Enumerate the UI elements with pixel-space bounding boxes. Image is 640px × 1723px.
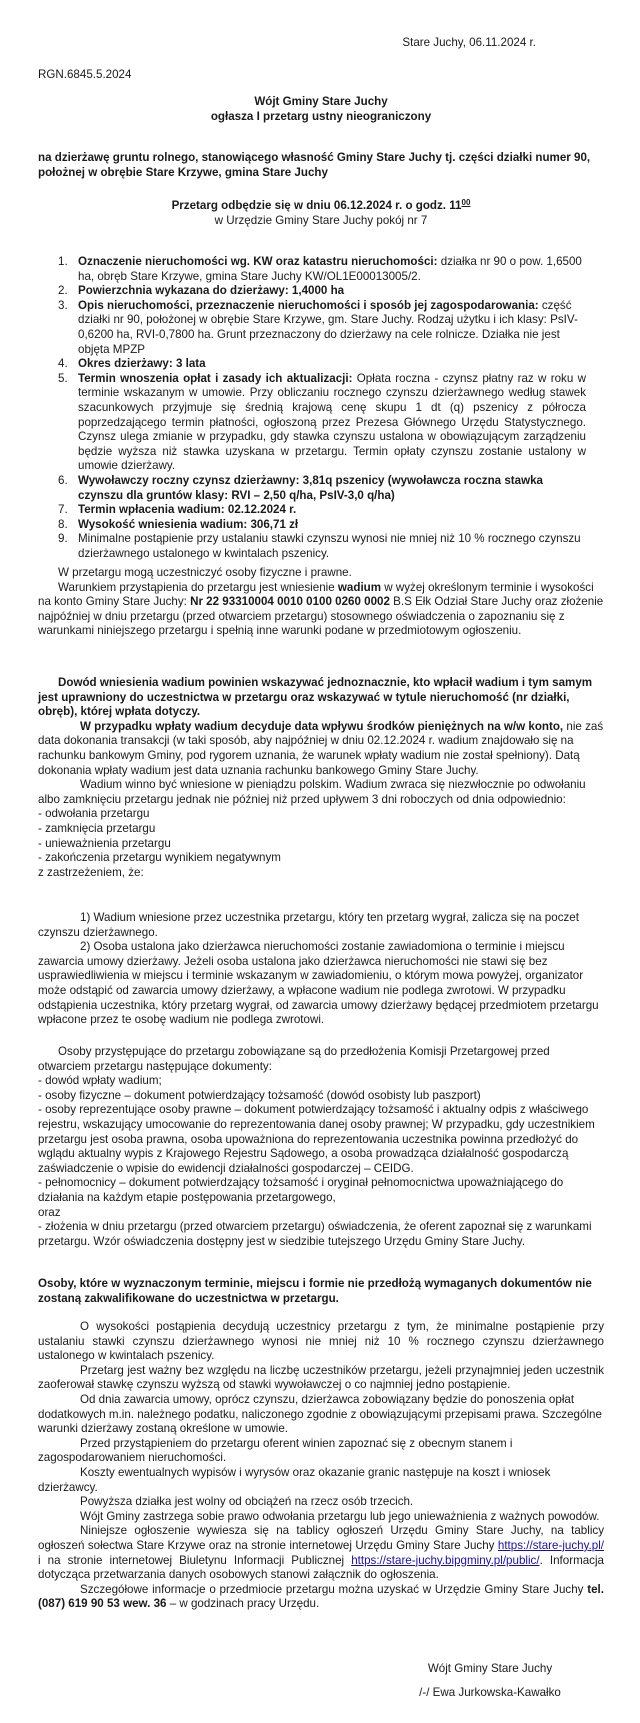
participants-paragraph: W przetargu mogą uczestniczyć osoby fizyczne i prawne. (58, 566, 352, 579)
list-item: 7. Termin wpłacenia wadium: 02.12.2024 r. (58, 503, 297, 517)
list-item: 3. Opis nieruchomości, przeznaczenie nieruchomości i sposób jej zagospodarowania: część działki nr 90, położonej w obrębie Stare Krzywe, gm. Stare Juchy. Rodzaj użytku i ich klasy: PsIV-0,6200 ha, RVI-0,7800 ha. Grunt przeznaczony do dzierżawy na cele rolnicze. Działka nie jest objęta MPZP (58, 298, 578, 356)
closing-paragraph: Powyższa działka jest wolny od obciążeń na rzecz osób trzecich. (80, 1495, 414, 1509)
bip-website-link[interactable]: https://stare-juchy.bipgminy.pl/public/ (351, 1553, 540, 1567)
document-item: - osoby fizyczne – dokument potwierdzający tożsamość (dowód osobisty lub paszport) (38, 1088, 481, 1102)
title-tender-type: ogłasza I przetarg ustny nieograniczony (210, 109, 432, 123)
signature-block (400, 1662, 580, 1709)
list-item: 6. Wywoławczy roczny czynsz dzierżawny: 3,81q pszenicy (wywoławcza roczna stawka czynszu dla gruntów klasy: RVI – 2,50 q/ha, PsIV-3,0 q/ha) (58, 473, 543, 502)
tender-subject: na dzierżawę gruntu rolnego, stanowiącego własność Gminy Stare Juchy tj. części działki numer 90, położnej w obrębie Stare Krzywe, gmina Stare Juchy (38, 151, 591, 179)
reservation-point-2: 2) Osoba ustalona jako dzierżawca nieruchomości zostanie zawiadomiona o terminie i miejscu zawarcia umowy dzierżawy. Jeżeli osoba ustalona jako dzierżawca nieruchomości nie stawi się bez usprawiedliwienia w miejscu i terminie wskazanym w zawiadomieniu, o którym mowa powyżej, organizator może odstąpić od zawarcia umowy dzierżawy, a wpłacone wadium nie podlega zwrotowi. W przypadku odstąpienia uczestnika, który przetarg wygrał, od zawarcia umowy dzierżawy będącej przedmiotem przetargu wpłacone przez te osobę wadium nie podlega zwrotowi. (38, 940, 599, 1027)
announcement-title (38, 95, 604, 124)
reference-number: RGN.6845.5.2024 (38, 68, 132, 81)
wadium-proof-section (38, 676, 604, 880)
closing-paragraph: Wójt Gminy zastrzega sobie prawo odwołania przetargu lub jego unieważnienia z ważnych powodów. (80, 1509, 600, 1523)
payment-paragraph: W przypadku wpłaty wadium decyduje data wpływu środków pieniężnych na w/w konto, nie zaś data dokonania transakcji (w taki sposób, aby najpóźniej w dniu 02.12.2024 r. wadium znajdowało się na rachunku bankowym Gminy, pod rygorem uznania, że warunek wpłaty wadium nie został spełniony). Datą dokonania wpłaty wadium jest data uznania rachunku bankowego Gminy Stare Juchy. (38, 719, 604, 777)
refund-case: - odwołania przetargu (38, 807, 150, 821)
required-documents-section (38, 1045, 604, 1249)
refund-case: - zakończenia przetargu wynikiem negatywnym (38, 851, 281, 865)
documents-intro: Osoby przystępujące do przetargu zobowiązane są do przedłożenia Komisji Przetargowej przed otwarciem przetargu następujące dokumenty: (38, 1045, 550, 1073)
document-item: - dowód wpłaty wadium; (38, 1074, 162, 1088)
document-item: - osoby reprezentujące osoby prawne – dokument potwierdzający tożsamość i aktualny odpis z właściwego rejestru, wskazujący umocowanie do reprezentowania danej osoby prawnej; W przypadku, gdy uczestnikiem przetargu jest osoba prawna, osoba upoważniona do reprezentowania uczestnika powinna przedłożyć do wglądu aktualny wypis z Krajowego Rejestru Sądowego, a osoba prowadząca działalność gospodarczą zaświadczenie o wpisie do ewidencji działalności gospodarczej – CEIDG. (38, 1103, 595, 1175)
bank-account-number: Nr 22 93310004 0010 0100 0260 0002 (190, 595, 390, 609)
municipality-website-link[interactable]: https://stare-juchy.pl/ (497, 1538, 604, 1552)
title-issuer: Wójt Gminy Stare Juchy (254, 95, 388, 108)
contact-phone: tel. (087) 619 90 53 wew. 36 (38, 1582, 604, 1611)
reservation-point-1: 1) Wadium wniesione przez uczestnika przetargu, który ten przetarg wygrał, zalicza się na poczet czynszu dzierżawnego. (38, 911, 579, 939)
place-date: Stare Juchy, 06.11.2024 r. (402, 36, 536, 49)
contact-paragraph: Szczegółowe informacje o przedmiocie przetargu można uzyskać w Urzędzie Gminy Stare Juchy tel. (087) 619 90 53 wew. 36 – w godzinach pracy Urzędu. (38, 1582, 604, 1611)
list-item: 1. Oznaczenie nieruchomości wg. KW oraz katastru nieruchomości: działka nr 90 o pow. 1,6500 ha, obręb Stare Krzywe, gmina Stare Juchy KW/OL1E00013005/2. (58, 255, 582, 283)
list-item: 5. Termin wnoszenia opłat i zasady ich aktualizacji: Opłata roczna - czynsz płatny raz w roku w terminie wskazanym w umowie. Przy obliczaniu rocznego czynszu dzierżawnego według stawek szacunkowych przyjmuje się średnią krajową cenę skupu 1 dt (q) pszenicy z półrocza poprzedzającego termin płatności, ogłoszoną przez Prezesa Głównego Urzędu Statystycznego. Czynsz ulega zmianie w przypadku, gdy stawka czynszu ustalona w obowiązującym zarządzeniu będzie wyższa niż stawka uzyskana w przetargu. Termin opłaty czynszu zostanie ustalony w umowie dzierżawy. (58, 371, 586, 473)
signature-title: Wójt Gminy Stare Juchy (427, 1662, 553, 1675)
closing-paragraph: Od dnia zawarcia umowy, oprócz czynszu, dzierżawca zobowiązany będzie do ponoszenia opłat dodatkowych m.in. należnego podatku, naliczonego zgodnie z obowiązującymi przepisami prawa. Szczególne warunki dzierżawy zostaną określone w umowie. (38, 1392, 602, 1436)
document-item: oraz (38, 1205, 61, 1219)
reservation-line: z zastrzeżeniem, że: (38, 865, 144, 879)
refund-case: - zamknięcia przetargu (38, 821, 156, 835)
closing-paragraph: Przetarg jest ważny bez względu na liczbę uczestników przetargu, jeżeli przynajmniej jeden uczestnik zaoferował stawkę czynszu wyższą od stawki wywoławczej o co najmniej jedno postąpienie. (38, 1363, 604, 1392)
closing-paragraph: Koszty ewentualnych wypisów i wyrysów oraz okazanie granic następuje na koszt i wniosek dzierżawcy. (38, 1465, 551, 1494)
closing-section (38, 1320, 604, 1612)
refund-case: - unieważnienia przetargu (38, 836, 171, 850)
document-item: - złożenia w dniu przetargu (przed otwarciem przetargu) oświadczenia, że oferent zapoznał się z warunkami przetargu. Wzór oświadczenia dostępny jest w siedzibie tutejszego Urzędu Gminy Stare Juchy. (38, 1220, 592, 1248)
list-item: 9. Minimalne postąpienie przy ustalaniu stawki czynszu wynosi nie mniej niż 10 % rocznego czynszu dzierżawnego ustalonego w kwintalach pszenicy. (58, 532, 581, 560)
publication-paragraph: Niniejsze ogłoszenie wywiesza się na tablicy ogłoszeń Urzędu Gminy Stare Juchy, na tablicy ogłoszeń sołectwa Stare Krzywe oraz na stronie internetowej Urzędu Gminy Stare Juchy https://stare-juchy.pl/ i na stronie internetowej Biuletynu Informacji Publicznej https://stare-juchy.bipgminy.pl/public/. Informacja dotycząca przetwarzania danych osobowych stanowi załącznik do ogłoszenia. (38, 1524, 604, 1582)
property-details-list (58, 255, 586, 561)
document-item: - pełnomocnicy – dokument potwierdzający tożsamość i oryginał pełnomocnictwa upoważniającego do działania na każdym etapie postępowania przetargowego, (38, 1176, 564, 1204)
closing-paragraph: O wysokości postąpienia decydują uczestnicy przetargu z tym, że minimalne postąpienie przy ustalaniu stawki czynszu dzierżawnego wynosi nie mniej niż 10 % rocznego czynszu dzierżawnego ustalonego w kwintalach pszenicy. (38, 1320, 604, 1363)
proof-paragraph: Dowód wniesienia wadium powinien wskazywać jednoznacznie, kto wpłacił wadium i tym samym jest uprawniony do uczestnictwa w przetargu oraz wskazywać w tytule nieruchomość (nr działki, obręb), której wpłata dotyczy. (38, 676, 593, 719)
reservation-points (38, 911, 604, 1028)
tender-location: w Urzędzie Gminy Stare Juchy pokój nr 7 (214, 213, 428, 227)
tender-time-place (38, 196, 604, 228)
signature-name: /-/ Ewa Jurkowska-Kawałko (419, 1685, 561, 1699)
list-item: 2. Powierzchnia wykazana do dzierżawy: 1,4000 ha (58, 284, 345, 298)
wadium-paragraph: Warunkiem przystąpienia do przetargu jest wniesienie wadium w wyżej określonym terminie i wysokości na konto Gminy Stare Juchy: Nr 22 93310004 0010 0100 0260 0002 B.S Ełk Odział Stare Juchy oraz złożenie najpóźniej w dniu przetargu (przed otwarciem przetargu) stosownego oświadczenia o zapoznaniu się z warunkami niniejszego przetargu i spełnią inne warunki podane w przedmiotowym ogłoszeniu. (38, 580, 604, 638)
disqualification-notice: Osoby, które w wyznaczonym terminie, miejscu i formie nie przedłożą wymaganych dokumentów nie zostaną zakwalifikowane do uczestnictwa w przetargu. (38, 1277, 592, 1305)
tender-datetime: Przetarg odbędzie się w dniu 06.12.2024 r. o godz. $11^{00}$ (171, 198, 471, 212)
list-item: 4. Okres dzierżawy: 3 lata (58, 357, 206, 371)
participation-section (38, 566, 604, 639)
closing-paragraph: Przed przystąpieniem do przetargu oferent winien zapoznać się z obecnym stanem i zagospodarowaniem nieruchomości. (38, 1436, 513, 1465)
refund-paragraph: Wadium winno być wniesione w pieniądzu polskim. Wadium zwraca się niezwłocznie po odwołaniu albo zamknięciu przetargu jednak nie później niż przed upływem 3 dni roboczych od dnia odpowiednio: (38, 778, 586, 806)
list-item: 8. Wysokość wniesienia wadium: 306,71 zł (58, 517, 299, 531)
